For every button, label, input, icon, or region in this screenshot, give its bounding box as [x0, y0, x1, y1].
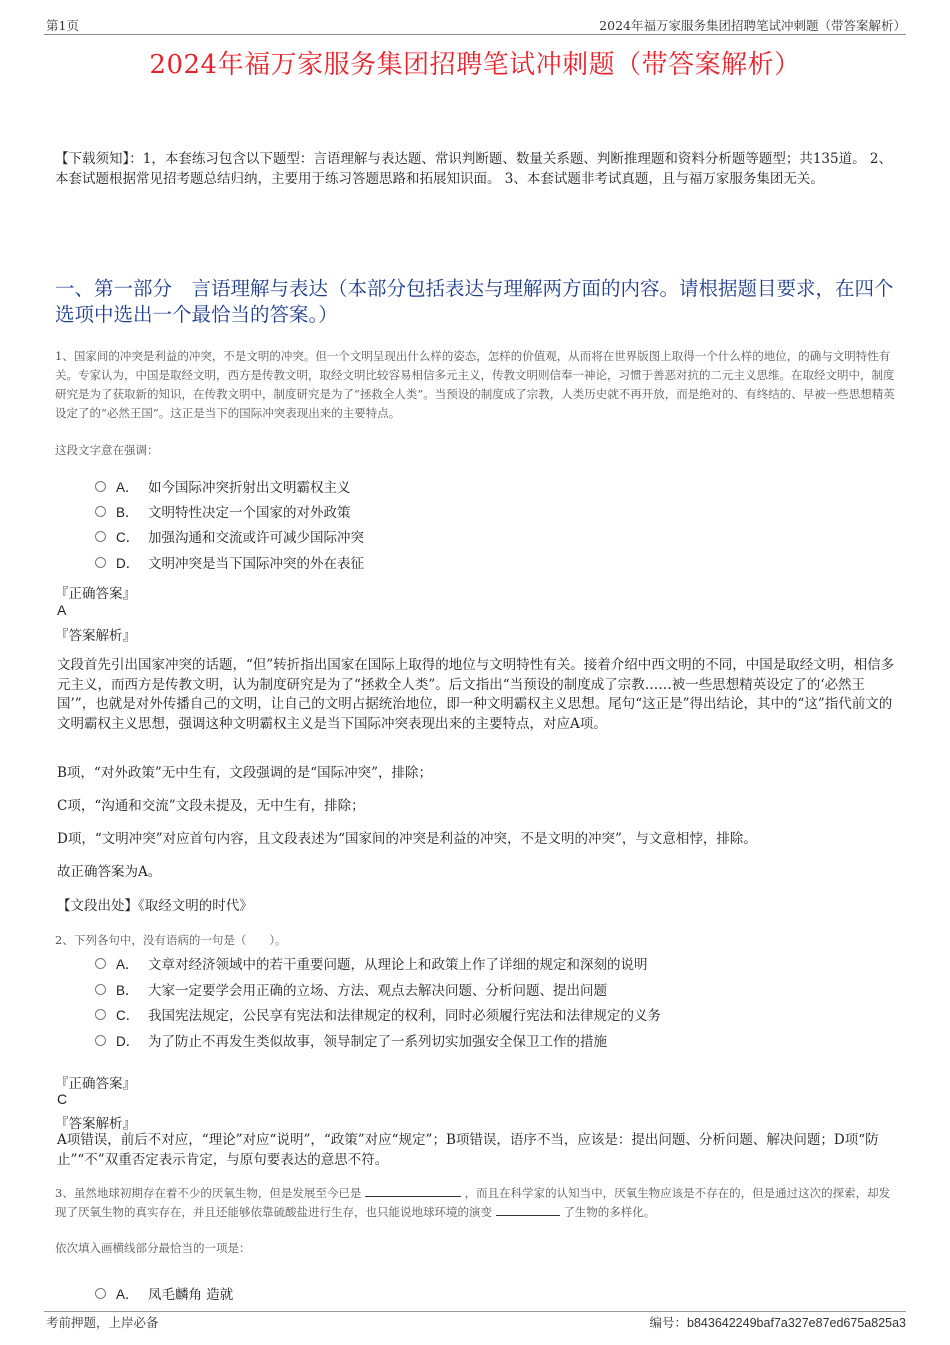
question-2-option-b[interactable] — [95, 979, 607, 999]
option-text: 文明冲突是当下国际冲突的外在表征 — [148, 556, 364, 572]
option-letter: D． — [116, 556, 140, 571]
header-divider — [44, 34, 906, 35]
question-1-option-a[interactable] — [95, 476, 351, 496]
correct-answer-label: 『正确答案』 — [55, 1076, 136, 1092]
passage-source: 【文段出处】《取经文明的时代》 — [57, 898, 253, 914]
analysis-paragraph: 文段首先引出国家冲突的话题，“但”转折指出国家在国际上取得的地位与文明特性有关。接着介绍中西文明的不同，中国是取经文明，相信多元主义，而西方是传教文明，认为制度研究是为了“拯救全人类”。后文指出“当预设的制度成了宗教……被一些思想精英设定了的‘必然王国’”，也就是对外传播自己的文明，让自己的文明占据统治地位，即一种文明霸权主义思想。尾句“这正是”得出结论，其中的“这”指代前文的文明霸权主义思想，强调这种文明霸权主义是当下国际冲突表现出来的主要特点，对应A项。 — [57, 657, 895, 732]
option-letter: B． — [116, 505, 139, 520]
option-letter: A． — [116, 480, 139, 495]
option-letter: D． — [116, 1034, 140, 1049]
option-text: 加强沟通和交流或许可减少国际冲突 — [148, 530, 364, 546]
question-3-option-a[interactable] — [95, 1283, 233, 1303]
option-letter: C． — [116, 1008, 140, 1023]
fill-blank-1 — [365, 1184, 461, 1197]
analysis-paragraph: B项，“对外政策”无中生有，文段强调的是“国际冲突”，排除； — [57, 765, 433, 781]
question-1-prompt: 这段文字意在强调： — [55, 443, 159, 457]
footer-slogan: 考前押题，上岸必备 — [46, 1315, 159, 1330]
radio-icon[interactable] — [95, 531, 106, 542]
option-letter: A． — [116, 1287, 139, 1302]
header-doc-title: 2024年福万家服务集团招聘笔试冲刺题（带答案解析） — [599, 18, 906, 33]
section-heading: 一、第一部分 言语理解与表达（本部分包括表达与理解两方面的内容。请根据题目要求，在四个选项中选出一个最恰当的答案。） — [55, 277, 894, 326]
option-text: 文章对经济领域中的若干重要问题，从理论上和政策上作了详细的规定和深刻的说明 — [148, 957, 648, 973]
radio-icon[interactable] — [95, 557, 106, 568]
radio-icon[interactable] — [95, 984, 106, 995]
question-2-option-d[interactable] — [95, 1030, 607, 1050]
analysis-paragraph: D项，“文明冲突”对应首句内容，且文段表述为“国家间的冲突是利益的冲突，不是文明的冲突”，与文意相悖，排除。 — [57, 831, 757, 847]
radio-icon[interactable] — [95, 958, 106, 969]
question-2-option-a[interactable] — [95, 953, 648, 973]
question-1-option-b[interactable] — [95, 501, 351, 521]
footer-divider — [44, 1311, 906, 1312]
analysis-label: 『答案解析』 — [55, 1116, 136, 1132]
analysis-conclusion: 故正确答案为A。 — [57, 864, 162, 880]
analysis-label: 『答案解析』 — [55, 628, 136, 644]
download-notice: 【下载须知】：1，本套练习包含以下题型：言语理解与表达题、常识判断题、数量关系题、判断推理题和资料分析题等题型；共135道。 2、本套试题根据常见招考题总结归纳，主要用于练习答题思路和拓展知识面。 3、本套试题非考试真题，且与福万家服务集团无关。 — [55, 151, 892, 187]
option-text: 大家一定要学会用正确的立场、方法、观点去解决问题、分析问题、提出问题 — [148, 983, 607, 999]
question-3-text-part: 3、虽然地球初期存在着不少的厌氧生物，但是发展至今已是 — [55, 1186, 362, 1200]
option-letter: B． — [116, 983, 139, 998]
question-3-text — [55, 1184, 900, 1222]
question-1-text: 1、国家间的冲突是利益的冲突，不是文明的冲突。但一个文明呈现出什么样的姿态，怎样的价值观，从而将在世界版图上取得一个什么样的地位，的确与文明特性有关。专家认为，中国是取经文明，西方是传教文明，取经文明比较容易相信多元主义，传教文明则信奉一神论，习惯于善恶对抗的二元主义思维。在取经文明中，制度研究是为了获取新的知识，在传教文明中，制度研究是为了“拯救全人类”。当预设的制度成了宗教，人类历史就不再开放，而是绝对的、有终结的、早被一些思想精英设定了的“必然王国”。这正是当下的国际冲突表现出来的主要特点。 — [55, 349, 895, 420]
question-1-option-c[interactable] — [95, 526, 364, 546]
question-2-text: 2、下列各句中，没有语病的一句是（ ）。 — [55, 933, 287, 947]
analysis-paragraph: A项错误，前后不对应，“理论”对应“说明”，“政策”对应“规定”；B项错误，语序不当，应该是：提出问题、分析问题、解决问题；D项“防止”“不”双重否定表示肯定，与原句要表达的意思不符。 — [57, 1132, 879, 1168]
radio-icon[interactable] — [95, 1288, 106, 1299]
correct-answer-value: A — [57, 602, 67, 618]
option-letter: A． — [116, 957, 139, 972]
option-text: 凤毛麟角 造就 — [148, 1287, 234, 1303]
question-3-text-part: ，而且在科学家的认知当中，厌氧生物应该是不存在的，但是通过这次的探索，却发现了厌氧生物的真实存在，并且还能够依靠硫酸盐进行生存，也只能说地球环境的演变 — [55, 1186, 891, 1219]
radio-icon[interactable] — [95, 481, 106, 492]
option-text: 我国宪法规定，公民享有宪法和法律规定的权利，同时必须履行宪法和法律规定的义务 — [148, 1008, 661, 1024]
question-3-text-part: 了生物的多样化。 — [563, 1205, 656, 1219]
option-letter: C． — [116, 530, 140, 545]
correct-answer-label: 『正确答案』 — [55, 586, 136, 602]
footer-code-value: b843642249baf7a327e87ed675a825a3 — [687, 1316, 906, 1330]
analysis-paragraph: C项，“沟通和交流”文段未提及，无中生有，排除； — [57, 798, 365, 814]
radio-icon[interactable] — [95, 506, 106, 517]
option-text: 为了防止不再发生类似故事，领导制定了一系列切实加强安全保卫工作的措施 — [148, 1034, 607, 1050]
option-text: 文明特性决定一个国家的对外政策 — [148, 505, 351, 521]
radio-icon[interactable] — [95, 1035, 106, 1046]
radio-icon[interactable] — [95, 1009, 106, 1020]
page-title: 2024年福万家服务集团招聘笔试冲刺题（带答案解析） — [149, 50, 801, 80]
correct-answer-value: C — [57, 1091, 68, 1107]
option-text: 如今国际冲突折射出文明霸权主义 — [148, 480, 351, 496]
fill-blank-2 — [496, 1203, 560, 1216]
question-2-option-c[interactable] — [95, 1004, 661, 1024]
question-1-option-d[interactable] — [95, 552, 364, 572]
footer-code — [650, 1313, 907, 1331]
footer-code-label: 编号： — [649, 1315, 688, 1330]
page-number: 第1页 — [46, 18, 79, 33]
question-3-prompt: 依次填入画横线部分最恰当的一项是： — [55, 1241, 251, 1255]
